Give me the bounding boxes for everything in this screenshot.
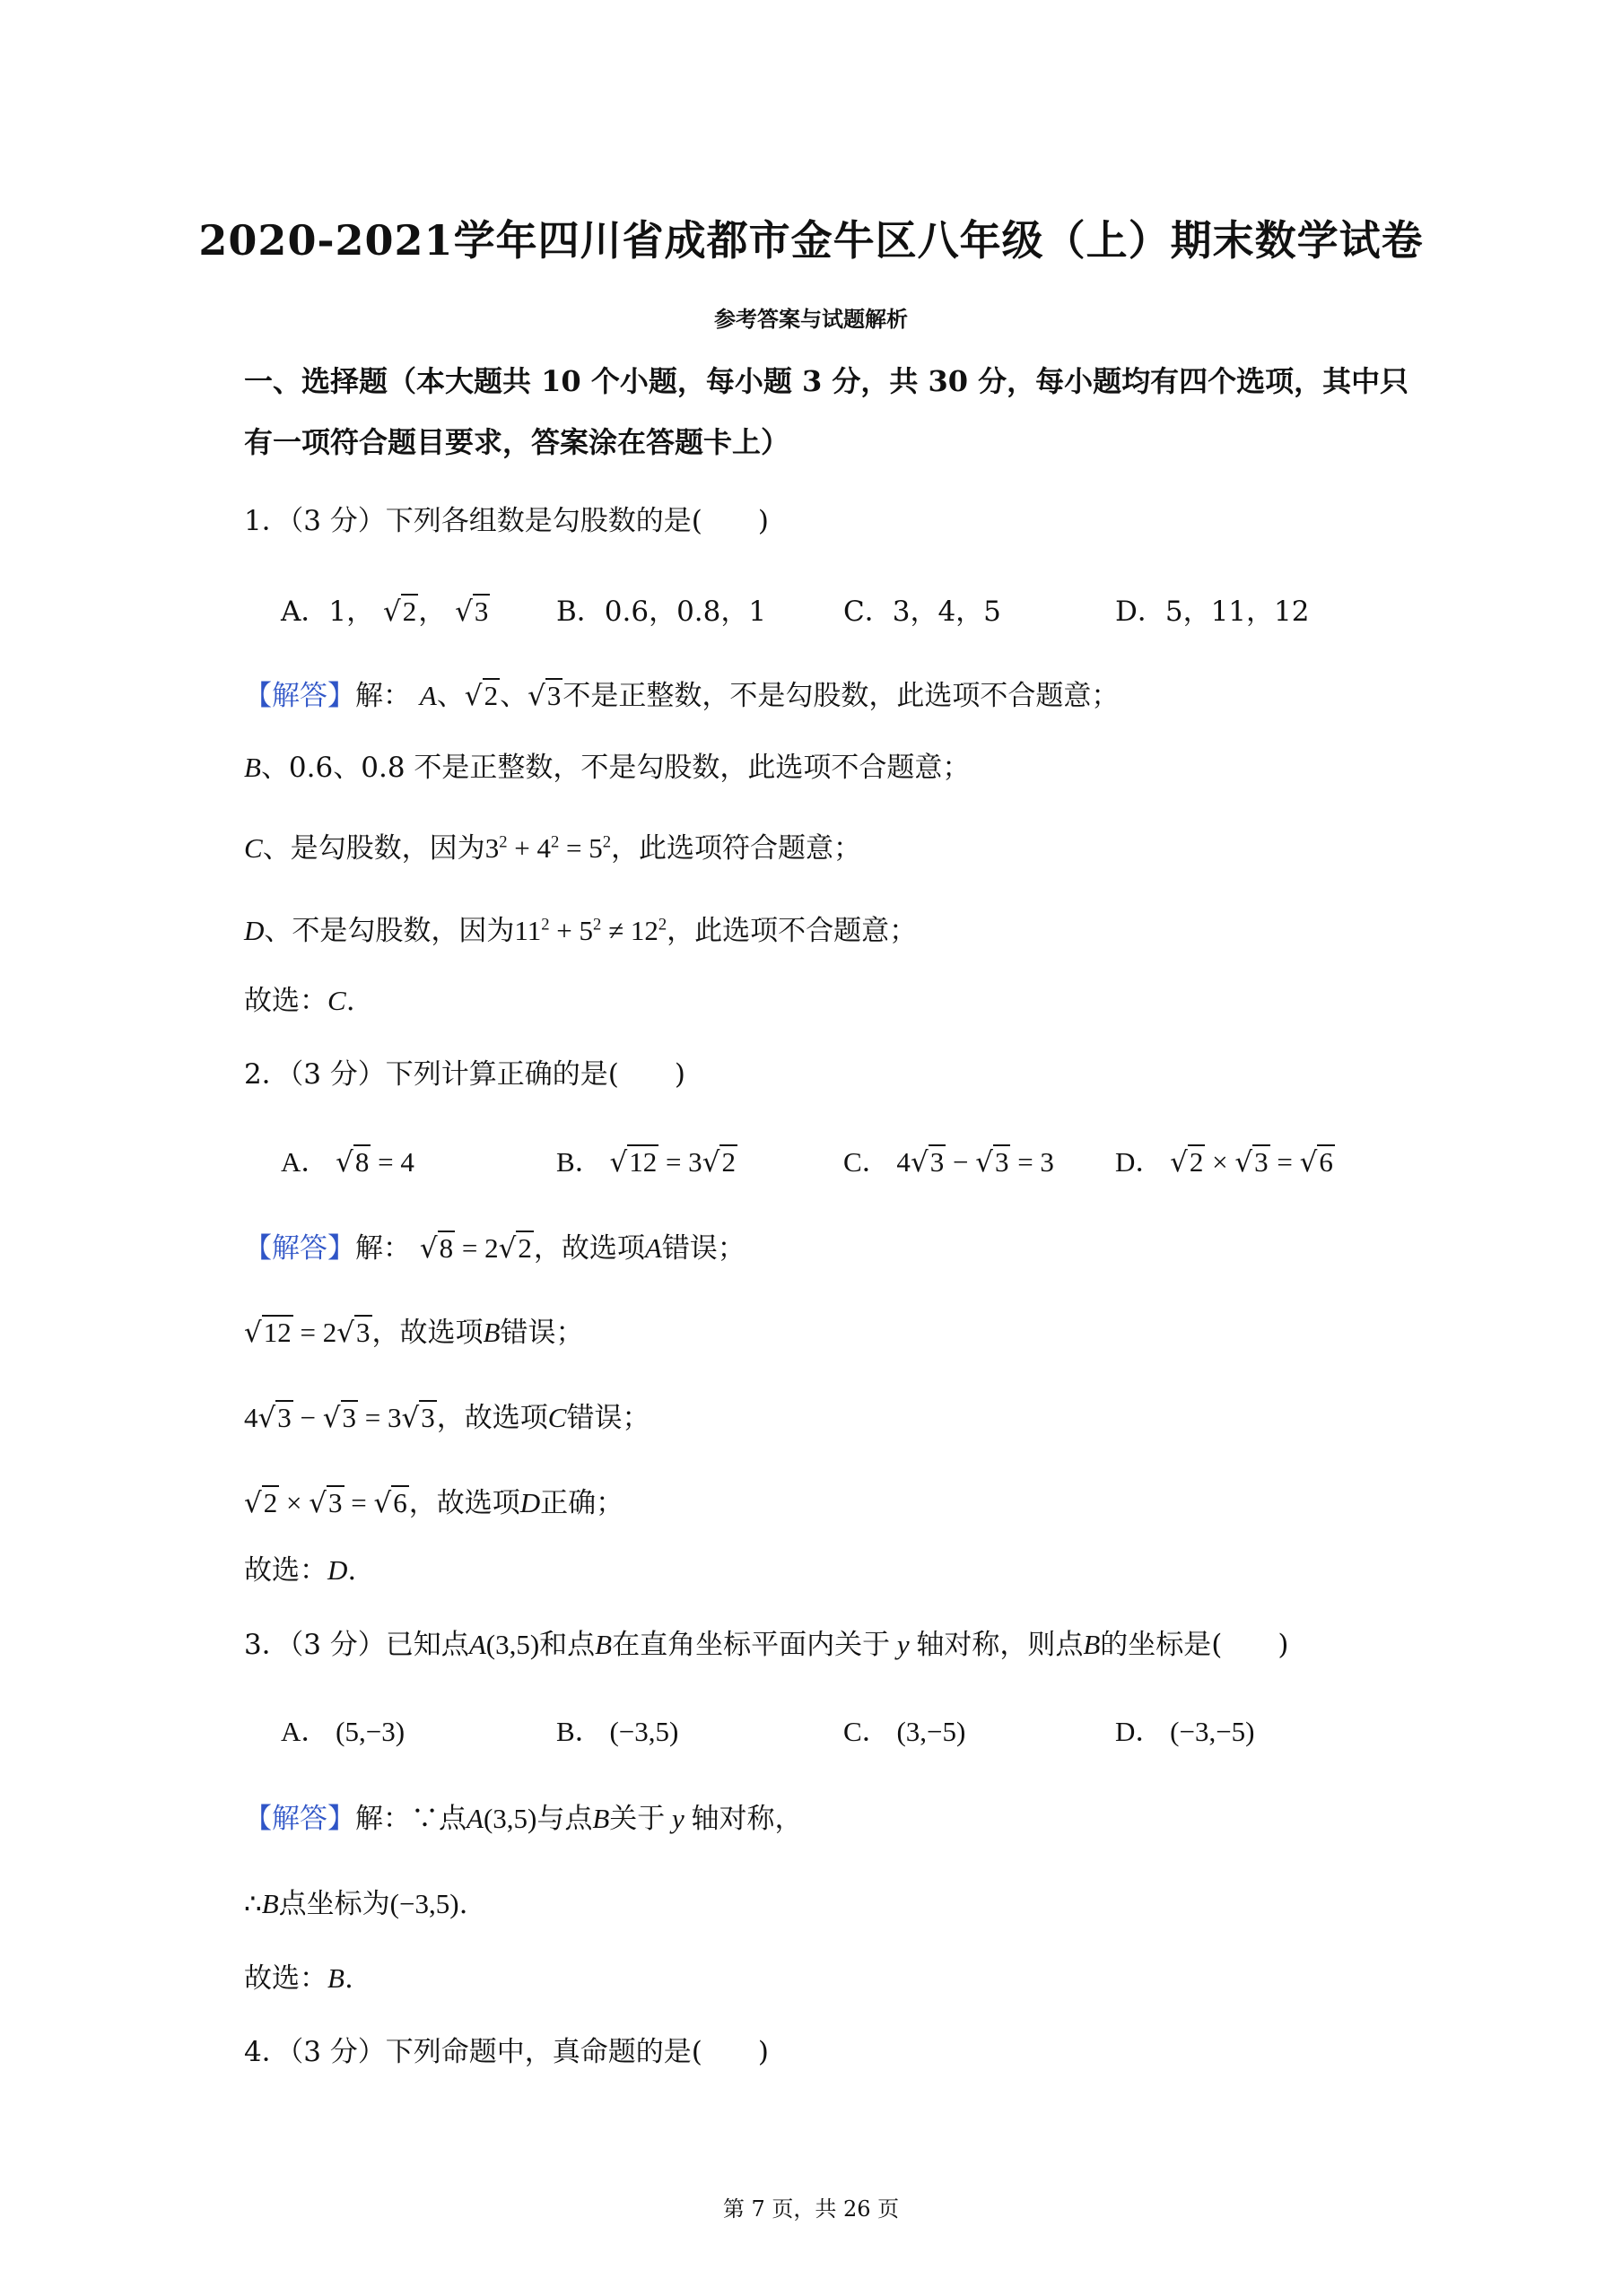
q2-stem: 2．（3 分）下列计算正确的是( ) bbox=[244, 1058, 685, 1091]
page-footer: 第 7 页，共 26 页 bbox=[722, 2196, 900, 2222]
q2-option-c: C． 4√3 − √3 = 3 bbox=[843, 1146, 1054, 1178]
q1-option-d: D．5，11，12 bbox=[1115, 596, 1310, 628]
q2-final-answer: 故选：D. bbox=[244, 1554, 357, 1587]
page-subtitle: 参考答案与试题解析 bbox=[714, 306, 908, 332]
answer-tag: 【解答】 bbox=[244, 680, 355, 712]
q1-final-answer: 故选：C. bbox=[244, 985, 355, 1017]
page-title: 2020-2021学年四川省成都市金牛区八年级（上）期末数学试卷 bbox=[198, 216, 1424, 265]
q1-option-c: C．3，4，5 bbox=[843, 596, 1001, 628]
q3-option-c: C． (3,−5) bbox=[843, 1716, 966, 1747]
q1-option-a: A．1， √2， √3 bbox=[281, 596, 489, 628]
q2-solution-b: √12 = 2√3，故选项B错误； bbox=[244, 1317, 584, 1349]
q2-option-a: A． √8 = 4 bbox=[281, 1146, 414, 1178]
q1-solution-d: D、不是勾股数，因为$11^2 + 5^2 \ne 12^2$，此选项不合题意； bbox=[244, 915, 918, 947]
q3-final-answer: 故选：B. bbox=[244, 1962, 353, 1995]
q3-solution-1: 【解答】解：∵点A(3,5)与点B关于 y 轴对称， bbox=[244, 1803, 803, 1835]
q2-solution-a: 【解答】解： √8 = 2√2，故选项A错误； bbox=[244, 1232, 746, 1265]
q3-option-a: A． (5,−3) bbox=[281, 1716, 406, 1747]
q1-option-b: B．0.6，0.8，1 bbox=[556, 596, 767, 628]
q3-option-b: B． (−3,5) bbox=[556, 1716, 679, 1747]
q1-solution-a: 【解答】解： A、√2、√3不是正整数，不是勾股数，此选项不合题意； bbox=[244, 680, 1120, 712]
answer-tag: 【解答】 bbox=[244, 1232, 355, 1265]
q3-option-d: D． (−3,−5) bbox=[1115, 1716, 1255, 1747]
q1-stem: 1．（3 分）下列各组数是勾股数的是( ) bbox=[244, 505, 769, 537]
section-heading-line2: 有一项符合题目要求，答案涂在答题卡上） bbox=[244, 425, 790, 459]
q4-stem: 4．（3 分）下列命题中，真命题的是( ) bbox=[244, 2036, 769, 2068]
q3-stem: 3．（3 分）已知点A(3,5)和点B在直角坐标平面内关于 y 轴对称，则点B的坐标是( ) bbox=[244, 1629, 1289, 1661]
q2-solution-d: √2 × √3 = √6，故选项D正确； bbox=[244, 1487, 624, 1519]
answer-tag: 【解答】 bbox=[244, 1803, 355, 1835]
q2-option-d: D． √2 × √3 = √6 bbox=[1115, 1146, 1333, 1178]
q3-solution-2: ∴B点坐标为(−3,5). bbox=[244, 1888, 468, 1920]
q2-solution-c: 4√3 − √3 = 3√3，故选项C错误； bbox=[244, 1402, 650, 1434]
section-heading-line1: 一、选择题（本大题共 10 个小题，每小题 3 分，共 30 分，每小题均有四个选项，其中只 bbox=[244, 364, 1409, 398]
q1-solution-b: B、0.6、0.8 不是正整数，不是勾股数，此选项不合题意； bbox=[244, 752, 971, 784]
q1-solution-c: C、是勾股数，因为$3^2 + 4^2 = 5^2$，此选项符合题意； bbox=[244, 832, 862, 865]
q2-option-b: B． √12 = 3√2 bbox=[556, 1146, 736, 1178]
